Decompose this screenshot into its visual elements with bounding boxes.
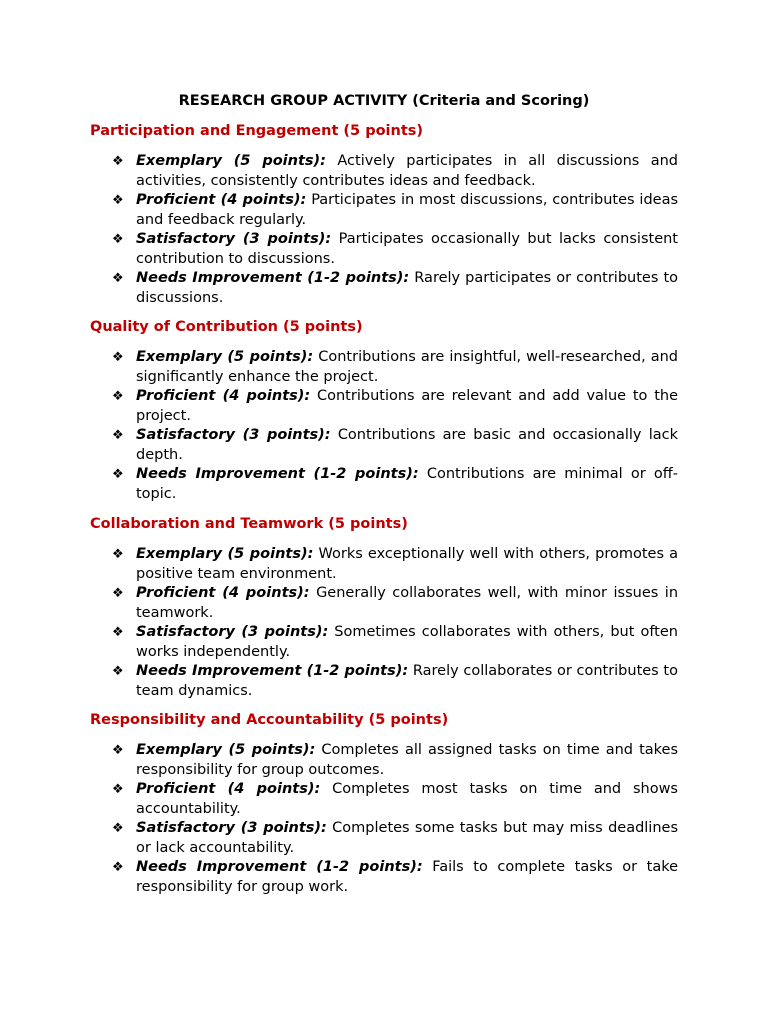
section-heading: Collaboration and Teamwork (5 points)	[90, 516, 408, 532]
criterion-level: Satisfactory (3 points):	[136, 231, 332, 247]
criterion-description: Rarely collaborates or contributes to team dynamics.	[136, 663, 678, 699]
diamond-bullet-icon: ❖	[112, 350, 124, 365]
criterion-level: Needs Improvement (1-2 points):	[136, 270, 410, 286]
diamond-bullet-icon: ❖	[112, 782, 124, 797]
criterion-level: Satisfactory (3 points):	[136, 624, 329, 640]
criteria-list	[90, 348, 678, 504]
section-heading: Participation and Engagement (5 points)	[90, 123, 424, 139]
criterion-level: Exemplary (5 points):	[136, 349, 314, 365]
diamond-bullet-icon: ❖	[112, 664, 124, 679]
criterion-item	[90, 348, 678, 387]
criterion-description: Contributions are relevant and add value to the project.	[136, 388, 679, 424]
diamond-bullet-icon: ❖	[112, 428, 124, 443]
criterion-item	[90, 584, 678, 623]
section-heading: Responsibility and Accountability (5 points)	[90, 712, 449, 728]
criterion-level: Proficient (4 points):	[136, 781, 321, 797]
criterion-item	[90, 387, 678, 426]
criterion-item	[90, 426, 678, 465]
diamond-bullet-icon: ❖	[112, 389, 124, 404]
criterion-description: Rarely participates or contributes to discussions.	[136, 270, 679, 306]
section-responsibility-accountability	[90, 711, 678, 897]
criterion-description: Works exceptionally well with others, promotes a positive team environment.	[136, 546, 679, 582]
diamond-bullet-icon: ❖	[112, 586, 124, 601]
criterion-description: Sometimes collaborates with others, but often works independently.	[136, 624, 678, 660]
criterion-level: Needs Improvement (1-2 points):	[136, 663, 409, 679]
criteria-list	[90, 152, 678, 308]
criterion-description: Contributions are basic and occasionally lack depth.	[136, 427, 678, 463]
diamond-bullet-icon: ❖	[112, 154, 124, 169]
criterion-item	[90, 819, 678, 858]
diamond-bullet-icon: ❖	[112, 547, 124, 562]
diamond-bullet-icon: ❖	[112, 743, 124, 758]
criterion-item	[90, 623, 678, 662]
criterion-item	[90, 465, 678, 504]
criterion-description: Contributions are minimal or off-topic.	[136, 466, 678, 502]
criterion-item	[90, 545, 678, 584]
criterion-description: Completes some tasks but may miss deadlines or lack accountability.	[136, 820, 679, 856]
criterion-item	[90, 662, 678, 701]
criterion-description: Fails to complete tasks or take responsibility for group work.	[136, 859, 679, 895]
criterion-level: Satisfactory (3 points):	[136, 427, 331, 443]
criterion-description: Participates occasionally but lacks consistent contribution to discussions.	[136, 231, 678, 267]
section-heading: Quality of Contribution (5 points)	[90, 319, 363, 335]
criteria-list	[90, 741, 678, 897]
criterion-level: Proficient (4 points):	[136, 388, 311, 404]
criterion-level: Exemplary (5 points):	[136, 742, 316, 758]
section-quality-contribution	[90, 318, 678, 504]
criterion-level: Needs Improvement (1-2 points):	[136, 466, 419, 482]
criterion-item	[90, 152, 678, 191]
diamond-bullet-icon: ❖	[112, 193, 124, 208]
criteria-list	[90, 545, 678, 701]
criterion-description: Completes all assigned tasks on time and takes responsibility for group outcomes.	[136, 742, 679, 778]
criterion-item	[90, 269, 678, 308]
criterion-item	[90, 191, 678, 230]
criterion-item	[90, 780, 678, 819]
criterion-description: Completes most tasks on time and shows accountability.	[136, 781, 678, 817]
criterion-description: Participates in most discussions, contributes ideas and feedback regularly.	[136, 192, 679, 228]
section-collaboration-teamwork	[90, 515, 678, 701]
diamond-bullet-icon: ❖	[112, 271, 124, 286]
document-title: RESEARCH GROUP ACTIVITY (Criteria and Scoring)	[178, 93, 590, 109]
diamond-bullet-icon: ❖	[112, 467, 124, 482]
criterion-description: Contributions are insightful, well-researched, and significantly enhance the project.	[136, 349, 678, 385]
diamond-bullet-icon: ❖	[112, 625, 124, 640]
criterion-level: Satisfactory (3 points):	[136, 820, 327, 836]
section-participation-engagement	[90, 122, 678, 308]
criterion-description: Actively participates in all discussions and activities, consistently contributes ideas and feedback.	[136, 153, 679, 189]
criterion-level: Exemplary (5 points):	[136, 153, 326, 169]
criterion-description: Generally collaborates well, with minor issues in teamwork.	[136, 585, 679, 621]
criterion-level: Exemplary (5 points):	[136, 546, 314, 562]
diamond-bullet-icon: ❖	[112, 232, 124, 247]
diamond-bullet-icon: ❖	[112, 821, 124, 836]
criterion-item	[90, 858, 678, 897]
criterion-level: Proficient (4 points):	[136, 585, 310, 601]
criterion-level: Proficient (4 points):	[136, 192, 307, 208]
criterion-level: Needs Improvement (1-2 points):	[136, 859, 423, 875]
criterion-item	[90, 741, 678, 780]
diamond-bullet-icon: ❖	[112, 860, 124, 875]
criterion-item	[90, 230, 678, 269]
